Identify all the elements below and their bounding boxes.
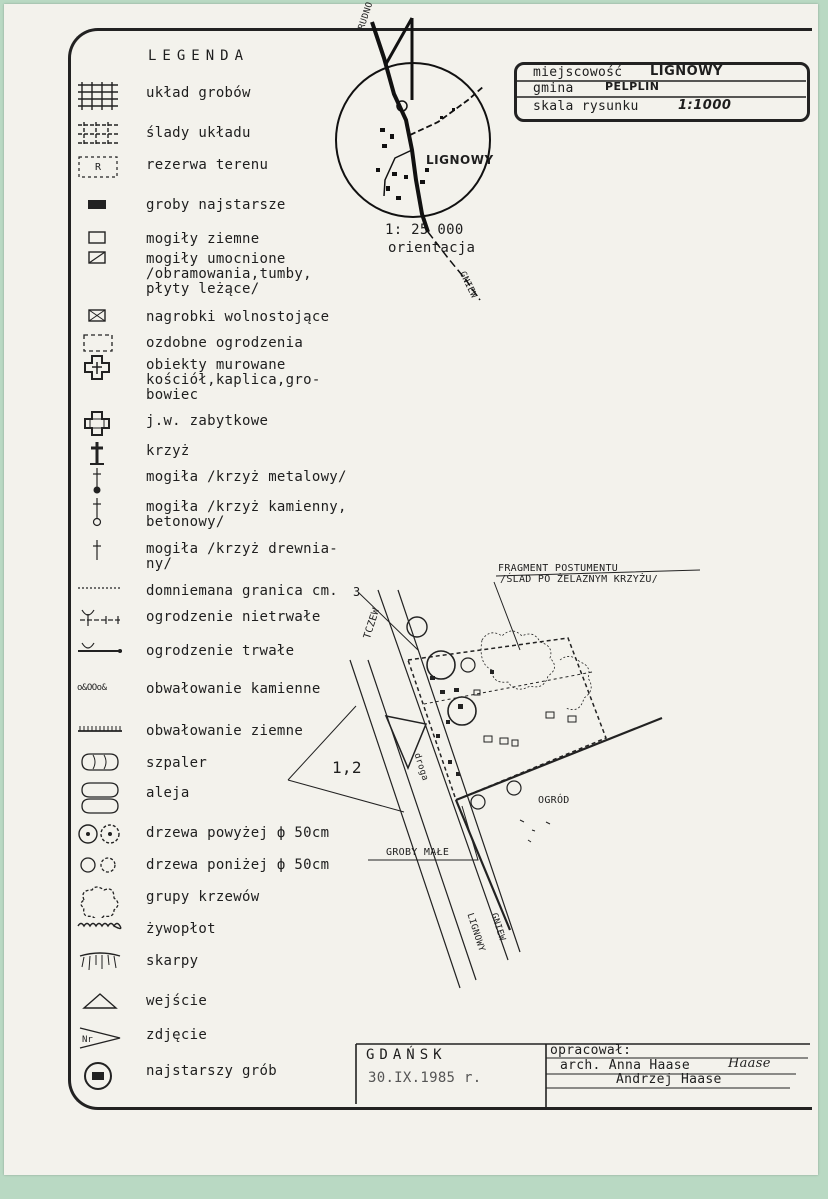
legend-item-label: najstarszy grób xyxy=(146,1063,277,1079)
entrance-icon xyxy=(386,716,426,768)
legend-item-label: ogrodzenie nietrwałe xyxy=(146,609,321,625)
footer-date: 30.IX.1985 r. xyxy=(368,1070,482,1086)
legend-item-label: obwałowanie ziemne xyxy=(146,723,304,739)
legend-item-label: obwałowanie kamienne xyxy=(146,681,321,697)
legend-item-label: aleja xyxy=(146,785,190,801)
svg-text:R: R xyxy=(95,162,102,173)
locality-value: LIGNOWY xyxy=(650,64,723,79)
tree-icon xyxy=(507,781,521,795)
legend-item-label: mogiły umocnione /obramowania,tumby, płyty leżące/ xyxy=(146,251,312,297)
scale-value: 1:1000 xyxy=(678,98,732,113)
footer-city: GDAŃSK xyxy=(366,1047,447,1063)
photo-1-2-arrow xyxy=(288,706,404,812)
legend-item-label: obiekty murowane kościół,kaplica,gro- bowiec xyxy=(146,357,321,403)
tree-icon xyxy=(461,658,475,672)
orientation-caption: orientacja xyxy=(388,240,476,256)
orientation-road-top: RUDNO xyxy=(357,0,376,32)
legend-item-label: ślady układu xyxy=(146,125,251,141)
orientation-map xyxy=(336,22,490,300)
svg-text:Nr: Nr xyxy=(82,1035,93,1045)
fence-road-side xyxy=(456,800,510,930)
signature: Haase xyxy=(728,1056,771,1071)
garden-label: OGRÓD xyxy=(538,795,570,806)
legend-item-label: j.w. zabytkowe xyxy=(146,413,269,429)
orientation-main-road xyxy=(372,22,428,232)
legend-item-label: mogiła /krzyż kamienny, betonowy/ xyxy=(146,499,347,530)
tree-icon xyxy=(471,795,485,809)
author-1: arch. Anna Haase xyxy=(560,1058,691,1073)
commune-label: gmina xyxy=(533,81,574,96)
svg-text:o&OOo&: o&OOo& xyxy=(77,683,107,693)
author-2: Andrzej Haase xyxy=(616,1072,722,1087)
orientation-scale: 1: 25 000 xyxy=(385,222,464,238)
locality-label: miejscowość xyxy=(533,65,623,80)
legend-item-label: zdjęcie xyxy=(146,1027,208,1043)
legend-item-label: mogiły ziemne xyxy=(146,231,260,247)
footer-box xyxy=(356,1044,810,1108)
big-tree-icon xyxy=(427,651,455,679)
photo-number-3: 3 xyxy=(353,585,361,599)
scale-label: skala rysunku xyxy=(533,99,639,114)
road-gniew-label: GNIEW xyxy=(488,912,507,943)
north-arrow-icon xyxy=(386,18,412,100)
road-tczew-label: TCZEW xyxy=(362,606,383,641)
orientation-side-road xyxy=(410,86,484,135)
legend-item-label: ozdobne ogrodzenia xyxy=(146,335,304,351)
road-tczew-lignowy-edge-1 xyxy=(378,590,508,960)
orientation-road-gniew xyxy=(428,232,480,300)
small-graves-label: GROBY MAŁE xyxy=(386,847,450,858)
legend-item-label: drzewa powyżej ф 50cm xyxy=(146,825,330,841)
legend-item-label: mogiła /krzyż drewnia- ny/ xyxy=(146,541,339,572)
legend-item-label: szpaler xyxy=(146,755,208,771)
legend-item-label: drzewa poniżej ф 50cm xyxy=(146,857,330,873)
legend-item-label: krzyż xyxy=(146,443,190,459)
garden-marks xyxy=(520,820,550,842)
photo-numbers-1-2: 1,2 xyxy=(332,758,362,777)
shrubs-icon xyxy=(481,631,554,689)
graves xyxy=(430,670,494,776)
orientation-town: LIGNOWY xyxy=(426,153,494,167)
legend-item-label: układ grobów xyxy=(146,85,251,101)
legend-item-label: domniemana granica cm. xyxy=(146,583,339,599)
permanent-fence xyxy=(456,718,662,800)
legend-item-label: żywopłot xyxy=(146,921,216,937)
legend-item-label: groby najstarsze xyxy=(146,197,286,213)
orientation-road-bottom: GNIEW xyxy=(457,270,479,301)
legend-item-label: ogrodzenie trwałe xyxy=(146,643,295,659)
legend-item-label: rezerwa terenu xyxy=(146,157,269,173)
postument-line2: /ŚLAD PO ŻELAZNYM KRZYŻU/ xyxy=(500,574,659,585)
legend-item-label: grupy krzewów xyxy=(146,889,260,905)
legend-title: LEGENDA xyxy=(148,48,250,64)
shrubs-icon xyxy=(560,656,591,709)
postument-pointer xyxy=(494,570,700,650)
road-tczew-lignowy-edge-2 xyxy=(398,590,520,952)
dirt-road-label: droga xyxy=(411,752,430,783)
site-plan xyxy=(288,570,700,988)
legend-item-label: nagrobki wolnostojące xyxy=(146,309,330,325)
legend-item-label: mogiła /krzyż metalowy/ xyxy=(146,469,347,485)
legend-item-label: wejście xyxy=(146,993,208,1009)
prepared-label: opracował: xyxy=(550,1043,632,1058)
earth-graves xyxy=(474,690,576,746)
postument-line1: FRAGMENT POSTUMENTU xyxy=(498,563,619,574)
legend-item-label: skarpy xyxy=(146,953,199,969)
big-tree-icon xyxy=(448,697,476,725)
commune-value: PELPLIN xyxy=(605,80,660,93)
dirt-road-edge-1 xyxy=(350,660,460,988)
road-lignowy-label: LIGNOWY xyxy=(464,912,487,954)
